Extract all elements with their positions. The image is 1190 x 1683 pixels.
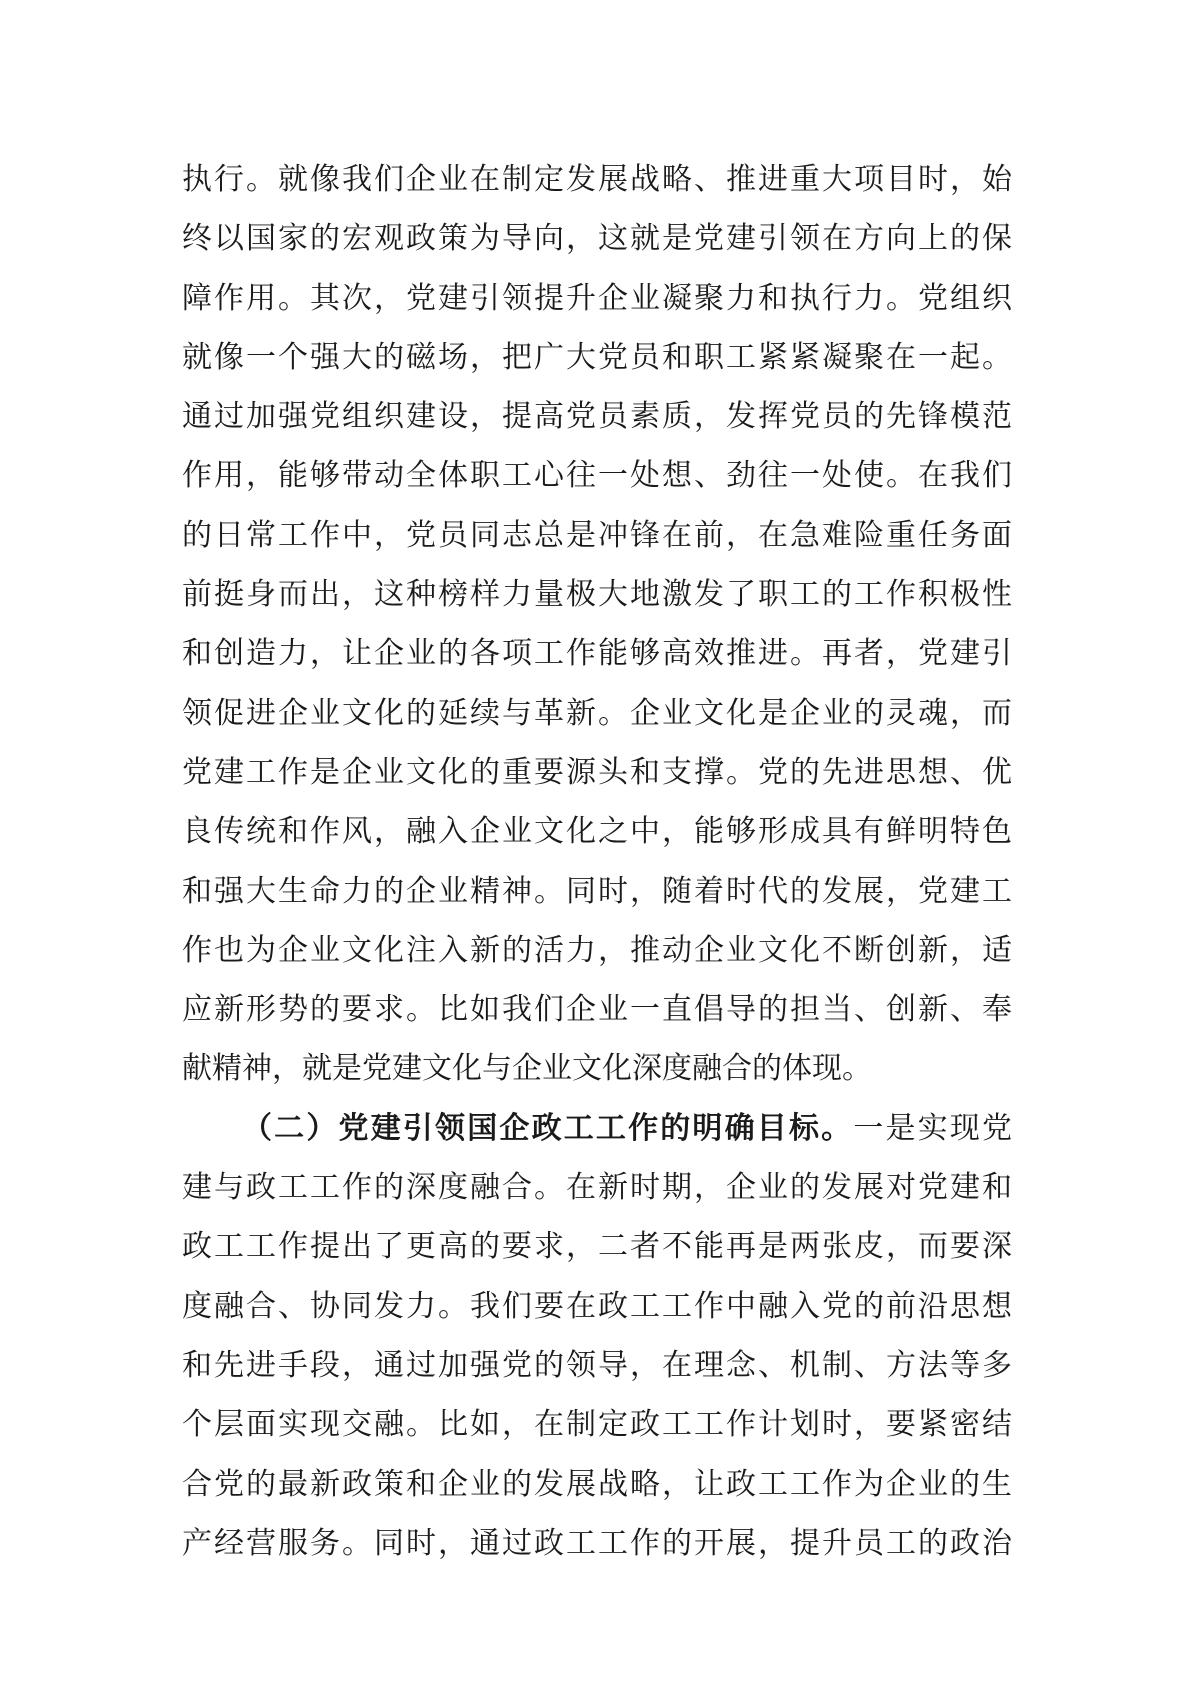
text-line: 建与政工工作的深度融合。在新时期，企业的发展对党建和 — [182, 1170, 1012, 1206]
paragraph-1 — [182, 150, 1012, 1099]
text-line: 执行。就像我们企业在制定发展战略、推进重大项目时，始 — [182, 162, 1012, 197]
text-line: 党建工作是企业文化的重要源头和支撑。党的先进思想、优 — [182, 754, 1012, 790]
text-line: 应新形势的要求。比如我们企业一直倡导的担当、创新、奉 — [182, 992, 1012, 1028]
text-line: 和强大生命力的企业精神。同时，随着时代的发展，党建工 — [182, 873, 1012, 909]
text-line: 就像一个强大的磁场，把广大党员和职工紧紧凝聚在一起。 — [182, 339, 1012, 375]
paragraph-2 — [182, 1099, 1012, 1573]
text-line: 作也为企业文化注入新的活力，推动企业文化不断创新，适 — [182, 932, 1012, 968]
section-heading-line — [182, 1099, 1012, 1158]
text-line: 个层面实现交融。比如，在制定政工工作计划时，要紧密结 — [182, 1407, 1012, 1443]
text-line: 的日常工作中，党员同志总是冲锋在前，在急难险重任务面 — [182, 517, 1012, 553]
text-line: 作用，能够带动全体职工心往一处想、劲往一处使。在我们 — [182, 458, 1012, 494]
text-line: 障作用。其次，党建引领提升企业凝聚力和执行力。党组织 — [182, 280, 1012, 316]
text-line: 献精神，就是党建文化与企业文化深度融合的体现。 — [182, 1051, 872, 1087]
text-line: 前挺身而出，这种榜样力量极大地激发了职工的工作积极性 — [182, 577, 1012, 613]
text-line: 终以国家的宏观政策为导向，这就是党建引领在方向上的保 — [182, 221, 1012, 257]
text-line: 通过加强党组织建设，提高党员素质，发挥党员的先锋模范 — [182, 399, 1012, 435]
section-heading: （二）党建引领国企政工工作的明确目标。 — [242, 1110, 854, 1146]
text-line: 合党的最新政策和企业的发展战略，让政工工作为企业的生 — [182, 1466, 1012, 1502]
text-line: 产经营服务。同时，通过政工工作的开展，提升员工的政治 — [182, 1525, 1012, 1561]
section-first-line-text: 一是实现党 — [853, 1110, 1013, 1146]
text-line: 领促进企业文化的延续与革新。企业文化是企业的灵魂，而 — [182, 695, 1012, 731]
text-line: 和创造力，让企业的各项工作能够高效推进。再者，党建引 — [182, 636, 1012, 672]
text-line: 和先进手段，通过加强党的领导，在理念、机制、方法等多 — [182, 1347, 1012, 1383]
document-page — [182, 150, 1012, 1573]
text-line: 度融合、协同发力。我们要在政工工作中融入党的前沿思想 — [182, 1288, 1012, 1324]
text-line: 良传统和作风，融入企业文化之中，能够形成具有鲜明特色 — [182, 814, 1012, 850]
text-line: 政工工作提出了更高的要求，二者不能再是两张皮，而要深 — [182, 1229, 1012, 1265]
